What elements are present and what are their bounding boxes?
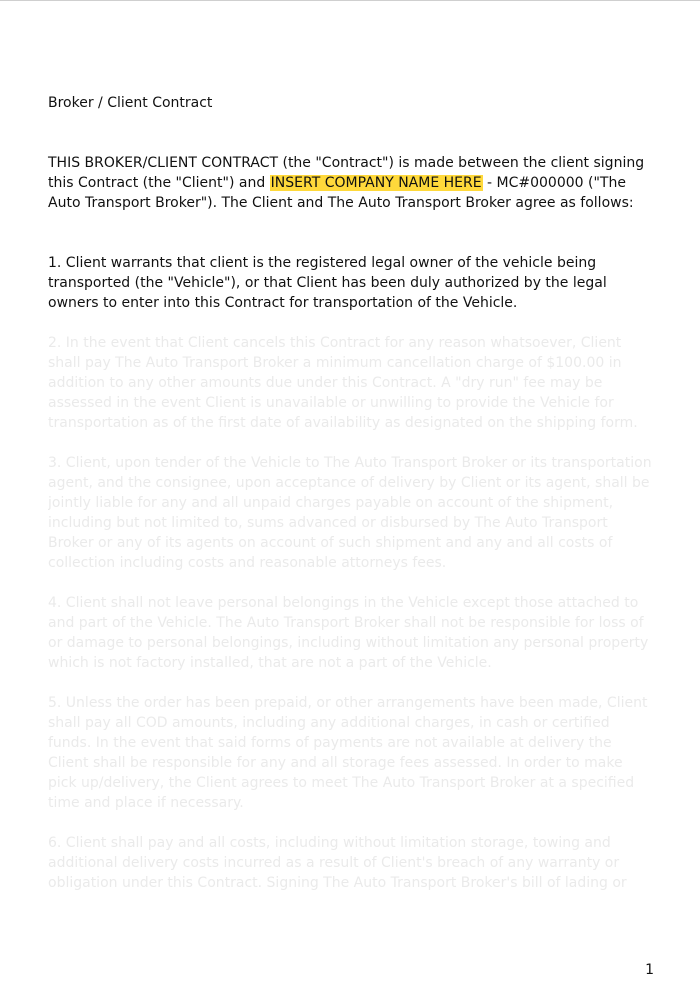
clause-1: 1. Client warrants that client is the registered legal owner of the vehicle being transported (the "Vehicle"), or that Client has been duly authorized by the legal owners to enter into this Contract for transportation of the Vehicle. — [48, 255, 607, 311]
intro-text-before: THIS BROKER/CLIENT CONTRACT (the "Contract") is made between the client signing this Contract (the "Client") and — [48, 155, 645, 191]
clause-6: 6. Client shall pay and all costs, including without limitation storage, towing and additional delivery costs incurred as a result of Client's breach of any warranty or obligation under this Contract. Signing The Auto Transport Broker's bill of lading or — [48, 835, 627, 891]
clause-4: 4. Client shall not leave personal belongings in the Vehicle except those attached to and part of the Vehicle. The Auto Transport Broker shall not be responsible for loss of or damage to personal belongings, including without limitation any personal property which is not factory installed, that are not a part of the Vehicle. — [48, 595, 649, 671]
company-name-placeholder: INSERT COMPANY NAME HERE — [270, 175, 482, 191]
clause-2: 2. In the event that Client cancels this Contract for any reason whatsoever, Client shall pay The Auto Transport Broker a minimum cancellation charge of $100.00 in addition to any other amounts due under this Contract. A "dry run" fee may be assessed in the event Client is unavailable or unwilling to provide the Vehicle for transportation as of the first date of availability as designated on the shipping form. — [48, 335, 638, 431]
page-number: 1 — [645, 962, 654, 978]
contract-intro — [48, 153, 654, 213]
intro-text-after: - MC#000000 ("The Auto Transport Broker"). The Client and The Auto Transport Broker agree as follows: — [48, 175, 634, 211]
document-page — [48, 93, 654, 913]
page-top-border — [0, 0, 700, 1]
document-title: Broker / Client Contract — [48, 95, 213, 111]
clause-5: 5. Unless the order has been prepaid, or other arrangements have been made, Client shall pay all COD amounts, including any additional charges, in cash or certified funds. In the event that said forms of payments are not available at delivery the Client shall be responsible for any and all storage fees assessed. In order to make pick up/delivery, the Client agrees to meet The Auto Transport Broker at a specified time and place if necessary. — [48, 695, 648, 811]
clause-3: 3. Client, upon tender of the Vehicle to The Auto Transport Broker or its transportation agent, and the consignee, upon acceptance of delivery by Client or its agent, shall be jointly liable for any and all unpaid charges payable on account of the shipment, including but not limited to, sums advanced or disbursed by The Auto Transport Broker or any of its agents on account of such shipment and any and all costs of collection including costs and reasonable attorneys fees. — [48, 455, 652, 571]
